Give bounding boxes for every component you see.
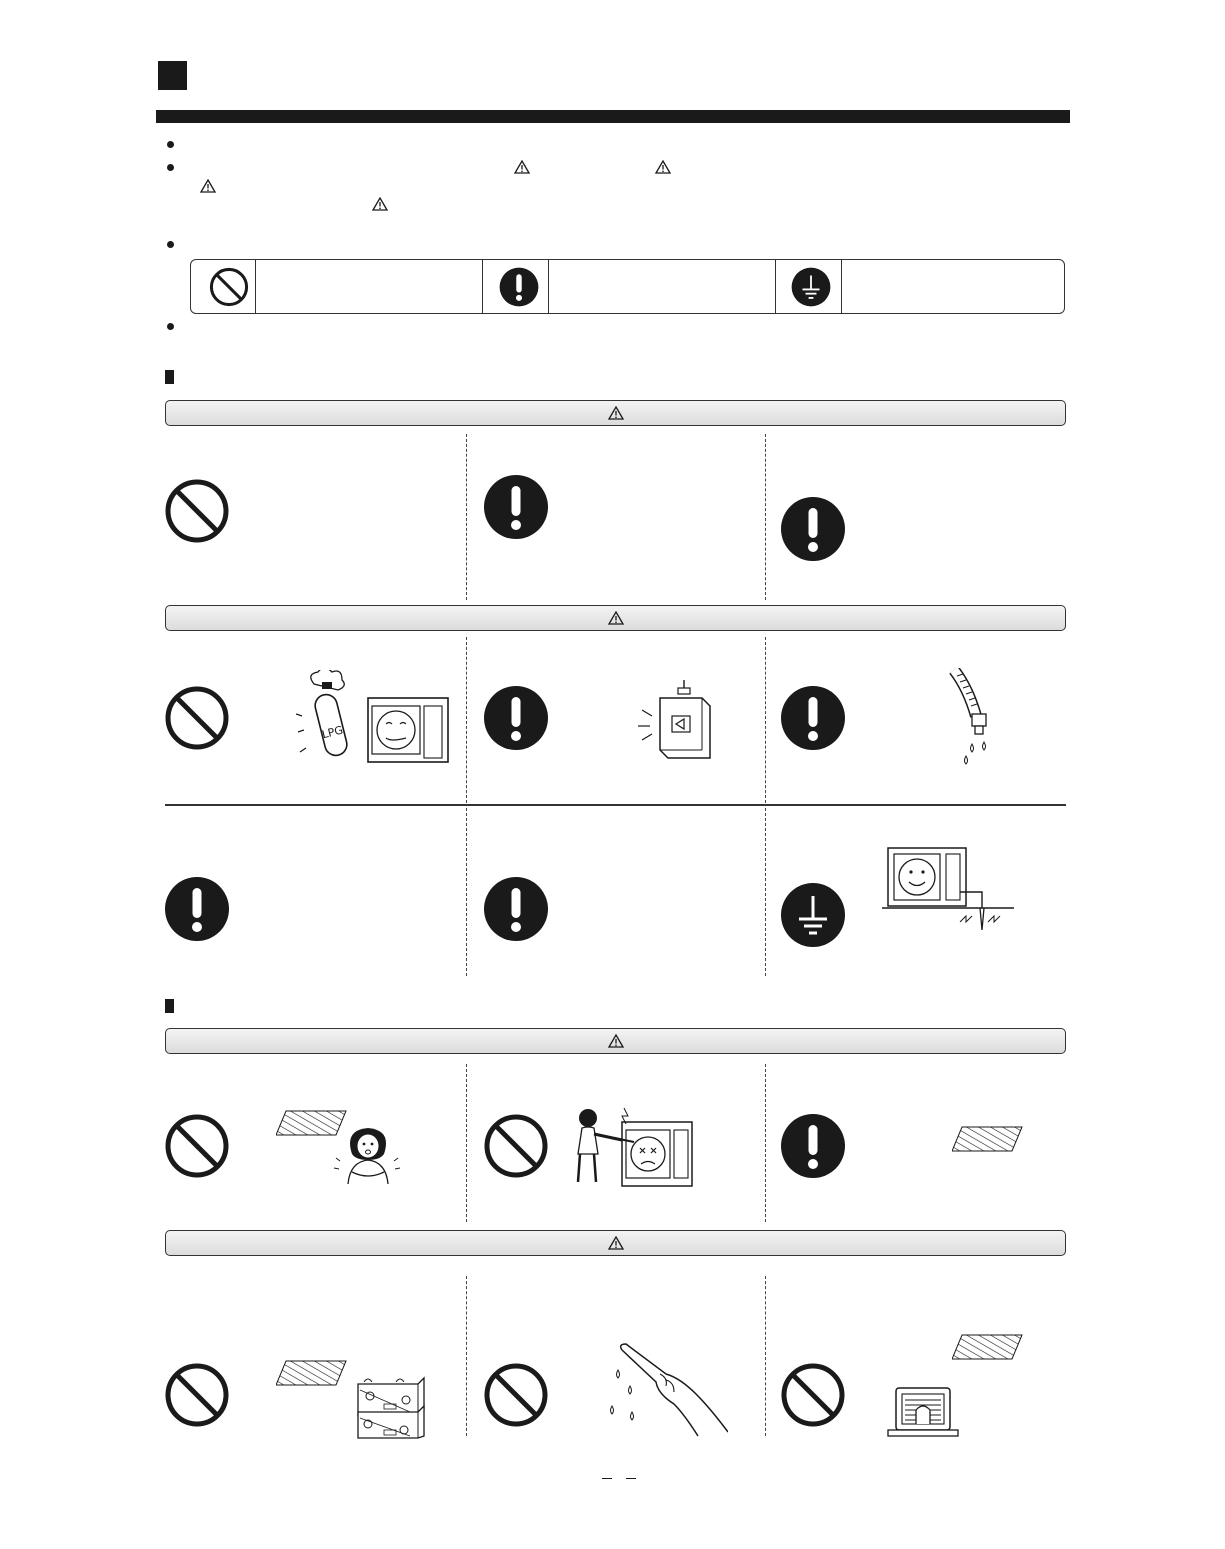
- subsection-marker: [165, 999, 174, 1013]
- subsection-marker: [165, 370, 174, 384]
- column-divider: [466, 1276, 467, 1436]
- circuit-breaker-illustration: [636, 680, 716, 760]
- bullet: [167, 164, 174, 171]
- lpg-gas-leak-illustration: [296, 670, 452, 766]
- warning-triangle-icon: [514, 160, 530, 174]
- column-divider: [466, 434, 467, 600]
- food-storage-illustration: [356, 1376, 426, 1440]
- prohibited-icon: [164, 1362, 230, 1428]
- mandatory-icon: [780, 1113, 846, 1179]
- warning-triangle-icon: [608, 1236, 624, 1250]
- airflow-hatch-icon: [952, 1334, 1024, 1360]
- section-marker: [158, 61, 187, 90]
- airflow-hatch-icon: [952, 1126, 1024, 1152]
- legend-ground-label: [847, 260, 1062, 313]
- bullet: [167, 241, 174, 248]
- column-divider: [765, 434, 766, 600]
- drain-hose-illustration: [944, 668, 1004, 768]
- mandatory-icon: [483, 474, 549, 540]
- wet-hand-illustration: [604, 1342, 728, 1438]
- prohibited-icon: [209, 267, 249, 307]
- warning-triangle-icon: [655, 160, 671, 174]
- mandatory-icon: [780, 496, 846, 562]
- warning-triangle-icon: [608, 406, 624, 420]
- mandatory-icon: [164, 876, 230, 942]
- ground-icon: [791, 267, 831, 307]
- warning-bar: [165, 1230, 1066, 1256]
- page-number: [596, 1466, 642, 1486]
- heater-illustration: [886, 1386, 960, 1438]
- lpg-label: LPG: [320, 723, 345, 742]
- symbol-legend: [190, 259, 1065, 314]
- header-rule: [156, 110, 1070, 123]
- prohibited-icon: [164, 478, 230, 544]
- child-touching-unit-illustration: [568, 1104, 694, 1188]
- column-divider: [765, 637, 766, 803]
- column-divider: [765, 808, 766, 976]
- bullet: [167, 323, 174, 330]
- warning-triangle-icon: [608, 611, 624, 625]
- warning-bar: [165, 605, 1066, 631]
- warning-triangle-icon: [200, 179, 216, 193]
- grounded-unit-illustration: [882, 846, 1018, 938]
- prohibited-icon: [483, 1113, 549, 1179]
- warning-bar: [165, 1028, 1066, 1054]
- legend-prohibited-label: [261, 260, 481, 313]
- column-divider: [466, 1064, 467, 1222]
- row-rule: [165, 804, 1066, 806]
- legend-mandatory-label: [553, 260, 773, 313]
- bullet: [167, 141, 174, 148]
- prohibited-icon: [164, 1113, 230, 1179]
- column-divider: [466, 637, 467, 803]
- warning-bar: [165, 400, 1066, 426]
- column-divider: [765, 1276, 766, 1436]
- page-number-mark: [626, 1478, 636, 1479]
- mandatory-icon: [499, 267, 539, 307]
- mandatory-icon: [780, 685, 846, 751]
- cold-person-illustration: [330, 1124, 406, 1186]
- warning-triangle-icon: [372, 197, 388, 211]
- airflow-hatch-icon: [276, 1360, 348, 1386]
- mandatory-icon: [483, 876, 549, 942]
- column-divider: [466, 808, 467, 976]
- warning-triangle-icon: [608, 1034, 624, 1048]
- ground-icon: [780, 882, 846, 948]
- page-number-mark: [602, 1478, 612, 1479]
- prohibited-icon: [780, 1362, 846, 1428]
- column-divider: [765, 1064, 766, 1222]
- mandatory-icon: [483, 685, 549, 751]
- prohibited-icon: [483, 1362, 549, 1428]
- prohibited-icon: [164, 685, 230, 751]
